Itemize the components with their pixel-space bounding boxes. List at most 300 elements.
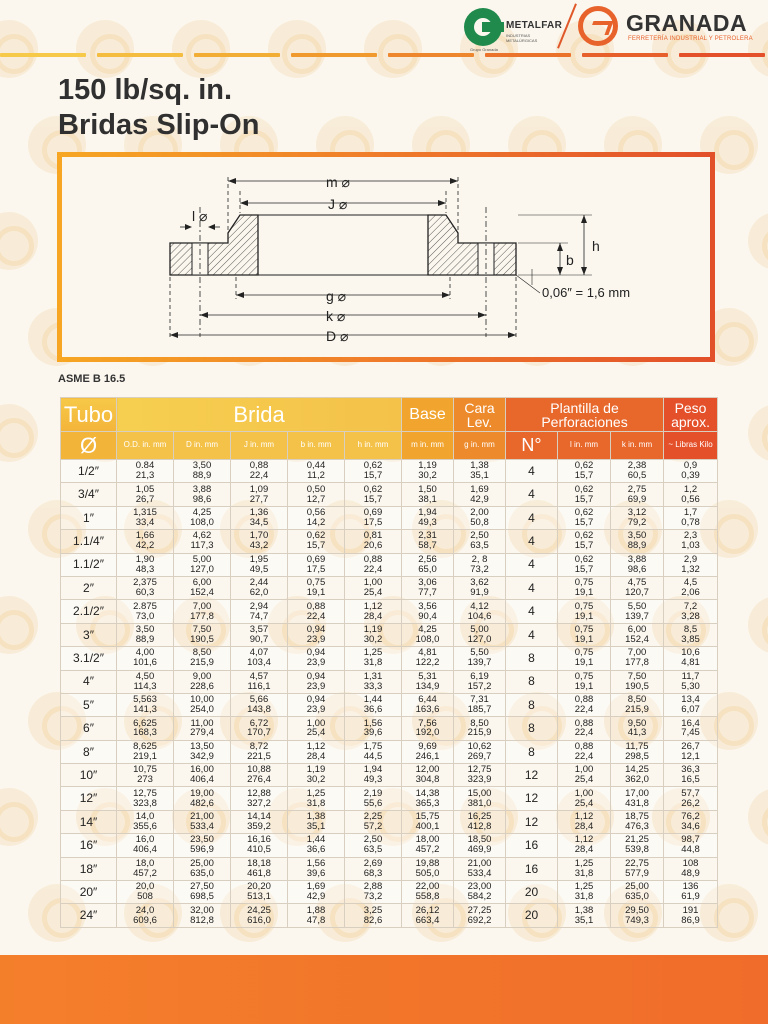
cell-d bbox=[174, 670, 231, 693]
cell-od-mm: 101,6 bbox=[133, 657, 157, 669]
cell-d-inches: 7,50 bbox=[192, 623, 212, 635]
cell-m-mm: 77,7 bbox=[418, 587, 437, 599]
cell-b-inches: 1,00 bbox=[306, 717, 326, 729]
metalfar-subtitle: INDUSTRIAS METALÚRGICAS bbox=[506, 33, 538, 43]
page-title-pressure: 150 lb/sq. in. bbox=[58, 74, 233, 106]
cell-b-inches: 1,88 bbox=[306, 904, 326, 916]
cell-l bbox=[558, 881, 611, 904]
cell-m-inches: 9,69 bbox=[418, 740, 437, 752]
cell-w bbox=[664, 460, 718, 483]
cell-l-inches: 1,25 bbox=[574, 881, 594, 893]
cell-g-mm: 73,2 bbox=[470, 563, 489, 575]
cell-w-mm: 61,9 bbox=[681, 891, 700, 903]
cell-b bbox=[288, 904, 345, 927]
cell-l-inches: 0,75 bbox=[574, 670, 594, 682]
cell-od bbox=[117, 600, 174, 623]
cell-w-mm: 0,56 bbox=[681, 493, 700, 505]
cell-d bbox=[174, 764, 231, 787]
table-row bbox=[61, 740, 718, 763]
cell-j-mm: 116,1 bbox=[247, 680, 271, 692]
cell-b-mm: 36,6 bbox=[306, 844, 326, 856]
cell-g-mm: 469,9 bbox=[467, 844, 492, 856]
page-title-product: Bridas Slip-On bbox=[58, 109, 260, 141]
cell-m bbox=[402, 600, 454, 623]
cell-h-mm: 82,6 bbox=[363, 914, 383, 926]
cell-od-inches: 18,0 bbox=[135, 857, 155, 869]
table-row bbox=[61, 834, 718, 857]
cell-w-inches: 1,2 bbox=[683, 483, 698, 495]
cell-d-mm: 98,6 bbox=[192, 493, 212, 505]
cell-m-inches: 12,00 bbox=[415, 764, 440, 776]
cell-k-mm: 177,8 bbox=[625, 657, 649, 669]
cell-od-mm: 323,8 bbox=[133, 797, 157, 809]
table-row bbox=[61, 647, 718, 670]
flange-cross-section-diagram bbox=[62, 157, 710, 357]
table-row bbox=[61, 600, 718, 623]
cell-g bbox=[454, 553, 506, 576]
cell-b bbox=[288, 881, 345, 904]
cell-d bbox=[174, 460, 231, 483]
cell-j-inches: 5,66 bbox=[249, 694, 269, 706]
cell-j-mm: 143,8 bbox=[247, 704, 271, 716]
cell-holes: 16 bbox=[506, 834, 558, 857]
cell-k-inches: 21,25 bbox=[625, 834, 649, 846]
cell-d-inches: 13,50 bbox=[190, 740, 214, 752]
cell-g-inches: 21,00 bbox=[467, 857, 492, 869]
cell-m-mm: 90,4 bbox=[418, 610, 437, 622]
cell-m-inches: 6,44 bbox=[418, 694, 437, 706]
cell-od-mm: 168,3 bbox=[133, 727, 157, 739]
cell-b-inches: 1,38 bbox=[306, 811, 326, 823]
cell-od bbox=[117, 483, 174, 506]
dash-segment bbox=[291, 53, 377, 57]
cell-b-inches: 0,62 bbox=[306, 530, 326, 542]
cell-d-mm: 88,9 bbox=[192, 470, 212, 482]
cell-m-inches: 15,75 bbox=[415, 811, 440, 823]
cell-k-mm: 79,2 bbox=[627, 516, 647, 528]
cell-j-mm: 27,7 bbox=[249, 493, 269, 505]
cell-k bbox=[611, 600, 664, 623]
cell-w-mm: 7,45 bbox=[681, 727, 700, 739]
cell-od bbox=[117, 670, 174, 693]
cell-holes: 12 bbox=[506, 810, 558, 833]
cell-k-inches: 25,00 bbox=[625, 881, 649, 893]
cell-od-inches: 4,00 bbox=[135, 647, 155, 659]
cell-k-inches: 2,75 bbox=[627, 483, 647, 495]
cell-h bbox=[345, 834, 402, 857]
cell-m bbox=[402, 553, 454, 576]
subheader-m: m in. mm bbox=[402, 432, 454, 460]
watermark-logo-icon bbox=[0, 212, 38, 270]
cell-j bbox=[231, 460, 288, 483]
cell-k-mm: 635,0 bbox=[625, 891, 649, 903]
cell-l bbox=[558, 553, 611, 576]
cell-od-inches: 4,50 bbox=[135, 670, 155, 682]
cell-h-mm: 15,7 bbox=[363, 493, 383, 505]
cell-od bbox=[117, 506, 174, 529]
cell-k bbox=[611, 764, 664, 787]
watermark-logo-icon bbox=[172, 20, 230, 78]
cell-w bbox=[664, 576, 718, 599]
cell-m-inches: 1,19 bbox=[418, 460, 437, 472]
cell-j bbox=[231, 576, 288, 599]
cell-b bbox=[288, 717, 345, 740]
cell-w-inches: 98,7 bbox=[681, 834, 700, 846]
cell-b-mm: 25,4 bbox=[306, 727, 326, 739]
watermark-logo-icon bbox=[76, 20, 134, 78]
cell-m-inches: 5,31 bbox=[418, 670, 437, 682]
header-peso: Peso aprox. bbox=[664, 398, 718, 432]
cell-od-mm: 73,0 bbox=[135, 610, 155, 622]
cell-l-mm: 22,4 bbox=[574, 727, 594, 739]
cell-j bbox=[231, 670, 288, 693]
table-row bbox=[61, 787, 718, 810]
cell-w-inches: 10,6 bbox=[681, 647, 700, 659]
cell-j-mm: 513,1 bbox=[247, 891, 271, 903]
cell-l-inches: 0,88 bbox=[574, 740, 594, 752]
cell-j bbox=[231, 810, 288, 833]
cell-k-inches: 6,00 bbox=[627, 623, 647, 635]
cell-b bbox=[288, 810, 345, 833]
cell-d-mm: 533,4 bbox=[190, 821, 214, 833]
cell-od-mm: 457,2 bbox=[133, 867, 157, 879]
cell-l-mm: 15,7 bbox=[574, 516, 594, 528]
cell-m bbox=[402, 740, 454, 763]
flange-diagram-frame bbox=[57, 152, 715, 362]
subheader-j: J in. mm bbox=[231, 432, 288, 460]
cell-m bbox=[402, 623, 454, 646]
cell-b-inches: 1,56 bbox=[306, 857, 326, 869]
cell-g bbox=[454, 834, 506, 857]
cell-holes: 4 bbox=[506, 506, 558, 529]
cell-m-inches: 7,56 bbox=[418, 717, 437, 729]
cell-k-inches: 29,50 bbox=[625, 904, 649, 916]
cell-g-inches: 3,62 bbox=[470, 577, 489, 589]
cell-w-mm: 48,9 bbox=[681, 867, 700, 879]
cell-h bbox=[345, 717, 402, 740]
cell-h bbox=[345, 857, 402, 880]
cell-holes: 8 bbox=[506, 670, 558, 693]
cell-d bbox=[174, 506, 231, 529]
cell-od bbox=[117, 576, 174, 599]
cell-l-mm: 19,1 bbox=[574, 587, 594, 599]
cell-l bbox=[558, 460, 611, 483]
cell-h-inches: 0,88 bbox=[363, 553, 383, 565]
cell-k bbox=[611, 483, 664, 506]
cell-j-mm: 327,2 bbox=[247, 797, 271, 809]
cell-od bbox=[117, 623, 174, 646]
cell-k bbox=[611, 623, 664, 646]
cell-h bbox=[345, 483, 402, 506]
cell-holes: 12 bbox=[506, 764, 558, 787]
watermark-logo-icon bbox=[748, 404, 768, 462]
cell-k-mm: 476,3 bbox=[625, 821, 649, 833]
cell-h bbox=[345, 530, 402, 553]
cell-l-inches: 0,75 bbox=[574, 623, 594, 635]
cell-b-mm: 23,9 bbox=[306, 633, 326, 645]
cell-od bbox=[117, 647, 174, 670]
cell-size: 1.1/4″ bbox=[61, 530, 117, 553]
cell-m bbox=[402, 764, 454, 787]
cell-b bbox=[288, 483, 345, 506]
cell-g bbox=[454, 904, 506, 927]
cell-j-mm: 62,0 bbox=[249, 587, 269, 599]
cell-b-mm: 28,4 bbox=[306, 750, 326, 762]
cell-l-inches: 0,62 bbox=[574, 530, 594, 542]
table-row bbox=[61, 881, 718, 904]
cell-h-mm: 49,3 bbox=[363, 774, 383, 786]
cell-b bbox=[288, 670, 345, 693]
cell-b bbox=[288, 787, 345, 810]
header-plantilla: Plantilla de Perforaciones bbox=[506, 398, 664, 432]
cell-j bbox=[231, 787, 288, 810]
cell-size: 20″ bbox=[61, 881, 117, 904]
cell-w-mm: 3,28 bbox=[681, 610, 700, 622]
cell-d bbox=[174, 600, 231, 623]
cell-g-mm: 692,2 bbox=[467, 914, 492, 926]
table-row bbox=[61, 717, 718, 740]
cell-b-mm: 30,2 bbox=[306, 774, 326, 786]
cell-d bbox=[174, 881, 231, 904]
table-body bbox=[61, 460, 718, 928]
cell-j bbox=[231, 623, 288, 646]
cell-k bbox=[611, 834, 664, 857]
cell-size: 10″ bbox=[61, 764, 117, 787]
cell-j-inches: 10,88 bbox=[247, 764, 271, 776]
cell-m-inches: 2,56 bbox=[418, 553, 437, 565]
cell-j bbox=[231, 857, 288, 880]
cell-j-mm: 22,4 bbox=[249, 470, 269, 482]
cell-j-mm: 410,5 bbox=[247, 844, 271, 856]
cell-b bbox=[288, 647, 345, 670]
cell-j bbox=[231, 693, 288, 716]
cell-b-inches: 0,69 bbox=[306, 553, 326, 565]
cell-od bbox=[117, 787, 174, 810]
cell-w-inches: 2,9 bbox=[683, 553, 698, 565]
cell-od-mm: 219,1 bbox=[133, 750, 157, 762]
cell-l bbox=[558, 647, 611, 670]
cell-w-mm: 86,9 bbox=[681, 914, 700, 926]
cell-b bbox=[288, 553, 345, 576]
cell-m-inches: 1,94 bbox=[418, 507, 437, 518]
cell-b-inches: 1,12 bbox=[306, 740, 326, 752]
cell-k-inches: 2,38 bbox=[627, 460, 647, 472]
cell-od-inches: 6,625 bbox=[133, 717, 157, 729]
cell-g bbox=[454, 600, 506, 623]
cell-g-inches: 23,00 bbox=[467, 881, 492, 893]
cell-g bbox=[454, 530, 506, 553]
cell-od-mm: 273 bbox=[137, 774, 153, 786]
cell-l-mm: 19,1 bbox=[574, 680, 594, 692]
cell-m bbox=[402, 506, 454, 529]
cell-g-mm: 533,4 bbox=[467, 867, 492, 879]
cell-j bbox=[231, 600, 288, 623]
cell-holes: 20 bbox=[506, 904, 558, 927]
cell-d-inches: 21,00 bbox=[190, 811, 214, 823]
table-row bbox=[61, 576, 718, 599]
cell-size: 2″ bbox=[61, 576, 117, 599]
cell-g bbox=[454, 460, 506, 483]
cell-h bbox=[345, 670, 402, 693]
cell-g-inches: 7,31 bbox=[470, 694, 489, 706]
cell-w-inches: 4,5 bbox=[683, 577, 698, 589]
cell-k-mm: 98,6 bbox=[627, 563, 647, 575]
cell-m-mm: 49,3 bbox=[418, 516, 437, 528]
cell-h-inches: 0,62 bbox=[363, 460, 383, 472]
cell-j-mm: 90,7 bbox=[249, 633, 269, 645]
cell-w bbox=[664, 483, 718, 506]
cell-m-mm: 65,0 bbox=[418, 563, 437, 575]
cell-l-inches: 1,00 bbox=[574, 787, 594, 799]
cell-j-mm: 221,5 bbox=[247, 750, 271, 762]
cell-g bbox=[454, 647, 506, 670]
cell-d bbox=[174, 857, 231, 880]
subheader-od: O.D. in. mm bbox=[117, 432, 174, 460]
watermark-logo-icon bbox=[0, 20, 38, 78]
cell-j-inches: 12,88 bbox=[247, 787, 271, 799]
cell-holes: 16 bbox=[506, 857, 558, 880]
cell-h-mm: 55,6 bbox=[363, 797, 383, 809]
cell-k bbox=[611, 787, 664, 810]
cell-d-inches: 5,00 bbox=[192, 553, 212, 565]
cell-w bbox=[664, 600, 718, 623]
cell-g bbox=[454, 483, 506, 506]
subheader-b: b in. mm bbox=[288, 432, 345, 460]
cell-od-mm: 42,2 bbox=[135, 540, 155, 552]
cell-l-inches: 0,62 bbox=[574, 507, 594, 518]
table-row bbox=[61, 553, 718, 576]
cell-w-inches: 136 bbox=[682, 881, 699, 893]
cell-w-inches: 1,7 bbox=[683, 507, 698, 518]
cell-m-mm: 505,0 bbox=[415, 867, 440, 879]
cell-size: 3″ bbox=[61, 623, 117, 646]
cell-b bbox=[288, 834, 345, 857]
cell-h bbox=[345, 647, 402, 670]
cell-b bbox=[288, 764, 345, 787]
cell-d-mm: 635,0 bbox=[190, 867, 214, 879]
cell-k-inches: 7,50 bbox=[627, 670, 647, 682]
cell-m-mm: 108,0 bbox=[415, 633, 440, 645]
cell-k bbox=[611, 530, 664, 553]
cell-k-mm: 362,0 bbox=[625, 774, 649, 786]
cell-j-mm: 103,4 bbox=[247, 657, 271, 669]
cell-g bbox=[454, 693, 506, 716]
cell-l-inches: 1,12 bbox=[574, 834, 594, 846]
cell-w-mm: 3,85 bbox=[681, 633, 700, 645]
cell-od-inches: 0.84 bbox=[135, 460, 155, 472]
cell-m bbox=[402, 834, 454, 857]
cell-l-inches: 1,25 bbox=[574, 857, 594, 869]
dim-label-h: h bbox=[592, 238, 600, 254]
cell-b-mm: 14,2 bbox=[306, 516, 326, 528]
cell-l bbox=[558, 530, 611, 553]
cell-k bbox=[611, 506, 664, 529]
watermark-logo-icon bbox=[0, 788, 38, 846]
cell-g-inches: 2, 8 bbox=[471, 553, 488, 565]
cell-b-mm: 22,4 bbox=[306, 610, 326, 622]
cell-j bbox=[231, 506, 288, 529]
cell-d-mm: 698,5 bbox=[190, 891, 214, 903]
cell-h-mm: 39,6 bbox=[363, 727, 383, 739]
cell-l bbox=[558, 857, 611, 880]
cell-m bbox=[402, 810, 454, 833]
cell-od-mm: 114,3 bbox=[133, 680, 157, 692]
cell-l-mm: 25,4 bbox=[574, 797, 594, 809]
cell-g-mm: 104,6 bbox=[467, 610, 492, 622]
cell-l-mm: 35,1 bbox=[574, 914, 594, 926]
cell-b-mm: 35,1 bbox=[306, 821, 326, 833]
cell-od-inches: 16,0 bbox=[135, 834, 155, 846]
cell-l bbox=[558, 693, 611, 716]
subheader-holes: N° bbox=[506, 432, 558, 460]
cell-l-inches: 0,62 bbox=[574, 483, 594, 495]
cell-h-inches: 1,19 bbox=[363, 623, 383, 635]
cell-b-inches: 0,94 bbox=[306, 623, 326, 635]
cell-d-inches: 3,50 bbox=[192, 460, 212, 472]
cell-l-inches: 0,75 bbox=[574, 647, 594, 659]
cell-l bbox=[558, 810, 611, 833]
cell-w bbox=[664, 647, 718, 670]
cell-h bbox=[345, 623, 402, 646]
cell-od bbox=[117, 904, 174, 927]
cell-h-inches: 2,88 bbox=[363, 881, 383, 893]
cell-h bbox=[345, 740, 402, 763]
cell-k-inches: 3,88 bbox=[627, 553, 647, 565]
cell-g bbox=[454, 787, 506, 810]
cell-d-mm: 482,6 bbox=[190, 797, 214, 809]
cell-holes: 4 bbox=[506, 600, 558, 623]
dim-label-raised-face: 0,06″ = 1,6 mm bbox=[542, 285, 631, 300]
cell-g-mm: 157,2 bbox=[467, 680, 492, 692]
cell-k-mm: 749,3 bbox=[625, 914, 649, 926]
table-sub-header-row bbox=[61, 432, 718, 460]
cell-g-mm: 215,9 bbox=[467, 727, 492, 739]
cell-d-mm: 127,0 bbox=[190, 563, 214, 575]
cell-d-inches: 9,00 bbox=[192, 670, 212, 682]
cell-b bbox=[288, 693, 345, 716]
cell-h-inches: 0,62 bbox=[363, 483, 383, 495]
dim-label-j: J ⌀ bbox=[328, 196, 348, 212]
cell-m-mm: 58,7 bbox=[418, 540, 437, 552]
cell-h-inches: 0,69 bbox=[363, 507, 383, 518]
cell-k bbox=[611, 647, 664, 670]
cell-od-inches: 2.875 bbox=[133, 600, 157, 612]
cell-k-mm: 539,8 bbox=[625, 844, 649, 856]
watermark-logo-icon bbox=[364, 20, 422, 78]
cell-w-mm: 0,78 bbox=[681, 516, 700, 528]
cell-j bbox=[231, 904, 288, 927]
cell-d-mm: 152,4 bbox=[190, 587, 214, 599]
cell-k-mm: 60,5 bbox=[627, 470, 647, 482]
cell-j-inches: 3,57 bbox=[249, 623, 269, 635]
cell-holes: 4 bbox=[506, 460, 558, 483]
table-row bbox=[61, 530, 718, 553]
cell-k-inches: 22,75 bbox=[625, 857, 649, 869]
cell-g-inches: 1,69 bbox=[470, 483, 489, 495]
cell-d bbox=[174, 530, 231, 553]
cell-l bbox=[558, 576, 611, 599]
cell-size: 24″ bbox=[61, 904, 117, 927]
footer-band bbox=[0, 955, 768, 1024]
cell-h-inches: 1,31 bbox=[363, 670, 383, 682]
table-row bbox=[61, 764, 718, 787]
cell-b bbox=[288, 506, 345, 529]
cell-h-mm: 73,2 bbox=[363, 891, 383, 903]
cell-g-inches: 2,00 bbox=[470, 507, 489, 518]
cell-w-mm: 26,2 bbox=[681, 797, 700, 809]
cell-h bbox=[345, 600, 402, 623]
cell-h-mm: 17,5 bbox=[363, 516, 383, 528]
